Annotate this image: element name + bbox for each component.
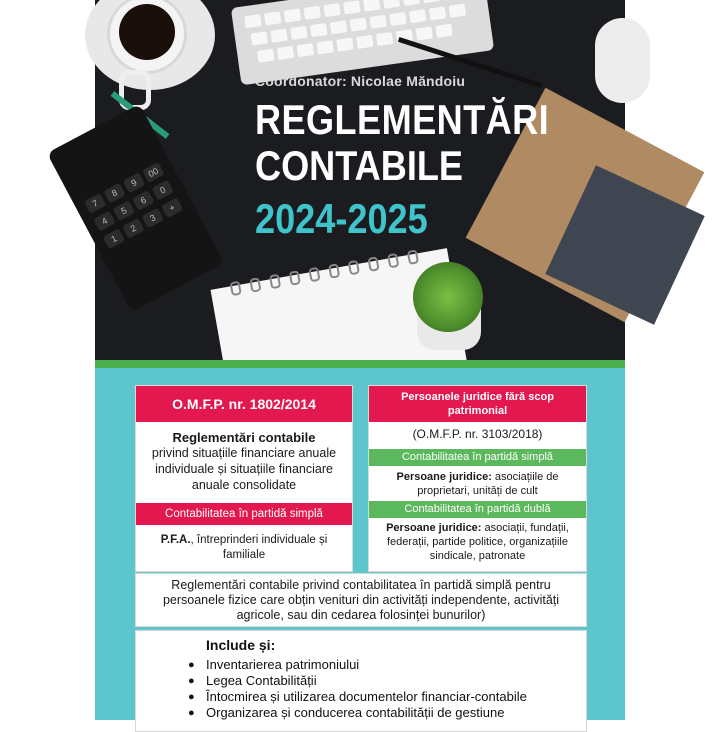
- right-double-text: [375, 521, 580, 563]
- calculator-key: 00: [142, 162, 164, 183]
- includes-item: ● Inventarierea patrimoniului: [186, 657, 586, 673]
- right-box-header: Persoanele juridice fără scop patrimonial: [369, 386, 586, 422]
- coffee-image: [119, 4, 175, 60]
- right-simple-text: [375, 470, 580, 498]
- left-box-subheader: Contabilitatea în partidă simplă: [136, 503, 352, 525]
- calculator-key: 5: [113, 200, 135, 221]
- includes-list: [186, 657, 586, 721]
- right-simple-header: Contabilitatea în partidă simplă: [369, 449, 586, 466]
- bottom-description-box: [135, 573, 587, 627]
- includes-item: ● Legea Contabilității: [186, 673, 586, 689]
- double-bold: Persoane juridice:: [386, 522, 482, 534]
- calculator-key: 3: [142, 208, 164, 229]
- left-info-box: [135, 385, 353, 572]
- left-box-description: privind situațiile financiare anuale individuale și situațiile financiare anuale consolidate: [151, 446, 337, 492]
- calculator-key: 7: [84, 193, 106, 214]
- calculator-image: [47, 104, 224, 312]
- pfa-bold: P.F.A.: [160, 534, 191, 546]
- title-line-1: REGLEMENTĂRI: [255, 96, 550, 143]
- left-box-title: Reglementări contabile: [172, 430, 316, 445]
- calculator-key: 2: [122, 218, 144, 239]
- book-cover: [90, 0, 625, 720]
- includes-title: Include și:: [206, 637, 276, 653]
- calculator-key: 4: [93, 211, 115, 232]
- calculator-key: 0: [152, 180, 174, 201]
- coordinator-label: Coordonator: Nicolae Măndoiu: [255, 73, 466, 89]
- right-box-order: (O.M.F.P. nr. 3103/2018): [412, 427, 543, 441]
- cover-photo: [90, 0, 625, 363]
- simple-bold: Persoane juridice:: [396, 471, 492, 483]
- bottom-description: Reglementări contabile privind contabilitatea în partidă simplă pentru persoanele fizice care obțin venituri din activități independente, activități agricole, sau din cedarea folosinței bunurilor): [162, 578, 560, 622]
- calculator-key: 9: [123, 172, 145, 193]
- double-desc: asociații, fundații, federații, partide politice, organizațiile sindicale, patronate: [387, 522, 569, 562]
- includes-box: [135, 630, 587, 732]
- calculator-key: +: [161, 197, 183, 218]
- mouse-image: [595, 18, 650, 103]
- green-strip: [95, 360, 625, 368]
- title-years: 2024-2025: [255, 195, 428, 242]
- left-box-pfa: [144, 533, 344, 563]
- right-double-header: Contabilitatea în partidă dublă: [369, 501, 586, 518]
- plant-image: [413, 262, 483, 332]
- includes-item: ● Organizarea și conducerea contabilității de gestiune: [186, 705, 586, 721]
- right-info-box: [368, 385, 587, 572]
- pfa-text: , întreprinderi individuale și familiale: [190, 534, 328, 561]
- calculator-key: 1: [103, 228, 125, 249]
- left-box-header: O.M.F.P. nr. 1802/2014: [136, 386, 352, 422]
- title-line-2: CONTABILE: [255, 142, 464, 189]
- simple-desc: asociațiile de proprietari, unități de cult: [417, 471, 559, 497]
- includes-item: ● Întocmirea și utilizarea documentelor financiar-contabile: [186, 689, 586, 705]
- calculator-key: 6: [132, 190, 154, 211]
- calculator-key: 8: [103, 183, 125, 204]
